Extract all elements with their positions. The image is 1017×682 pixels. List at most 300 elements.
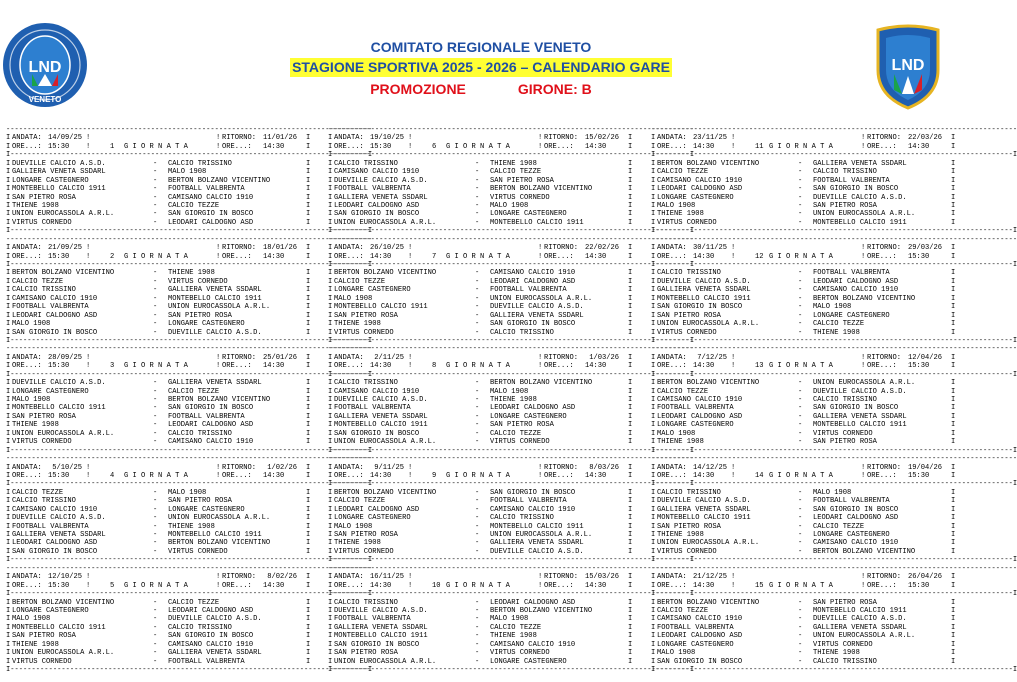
- border-char: I: [328, 640, 333, 649]
- away-team: LONGARE CASTEGNERO: [490, 657, 567, 666]
- match-row: [651, 320, 955, 328]
- giornata-number: 10: [432, 581, 441, 590]
- away-team: FOOTBALL VALBRENTA: [813, 176, 890, 185]
- andata-date: 14/09/25: [48, 134, 83, 143]
- separator: I------------------------------------------------------------------------------------I: [651, 261, 1017, 269]
- border-char: I: [328, 396, 333, 404]
- border-char: I: [6, 539, 11, 548]
- border-char: I: [951, 547, 956, 556]
- match-row: [328, 413, 632, 421]
- ritorno-date: 22/03/26: [908, 134, 943, 143]
- border-char: I: [651, 303, 656, 312]
- vs-dash: -: [475, 286, 480, 295]
- border-char: I: [951, 286, 956, 295]
- border-char: !: [408, 142, 413, 151]
- vs-dash: -: [798, 193, 803, 202]
- home-team: LONGARE CASTEGNERO: [657, 421, 734, 430]
- ritorno-date: 29/03/26: [908, 244, 943, 253]
- border-char: I: [628, 320, 633, 329]
- border-char: I: [328, 531, 333, 539]
- border-char: I: [328, 598, 333, 607]
- home-team: CAMISANO CALCIO 1910: [12, 505, 98, 514]
- border-char: I: [628, 244, 633, 253]
- away-team: UNION EUROCASSOLA A.R.L.: [813, 632, 916, 641]
- border-char: I: [628, 185, 633, 194]
- border-char: I: [951, 640, 956, 649]
- border-char: I: [328, 623, 333, 632]
- vs-dash: -: [153, 598, 158, 607]
- home-team: CALCIO TRISSINO: [12, 497, 76, 506]
- ora-ritorno: 14:30: [263, 471, 285, 480]
- giornata-label: G I O R N A T A: [446, 581, 510, 590]
- vs-dash: -: [798, 404, 803, 413]
- andata-label: ANDATA:: [334, 353, 364, 362]
- separator: I------------------------------------------------------------------------------------I: [651, 590, 1017, 599]
- border-char: I: [951, 294, 956, 303]
- home-team: CALCIO TEZZE: [334, 277, 386, 286]
- ore-label: ORE...:: [334, 471, 364, 480]
- border-char: I: [306, 387, 311, 396]
- border-char: I: [306, 277, 311, 286]
- vs-dash: -: [153, 505, 158, 514]
- away-team: BERTON BOLZANO VICENTINO: [813, 547, 916, 556]
- round-border-top: [328, 455, 695, 464]
- border-char: I: [651, 244, 656, 253]
- border-char: I: [651, 396, 656, 404]
- border-char: I: [306, 412, 311, 421]
- vs-dash: -: [798, 488, 803, 497]
- match-row: [6, 658, 310, 666]
- logo-right-text: LND: [891, 57, 925, 74]
- border-char: I: [628, 429, 633, 438]
- border-char: I: [6, 640, 11, 649]
- match-row: [651, 421, 955, 429]
- border-char: I: [6, 387, 11, 396]
- border-char: I: [328, 606, 333, 615]
- home-team: UNION EUROCASSOLA A.R.L.: [657, 539, 760, 548]
- border-char: !: [731, 471, 736, 480]
- andata-label: ANDATA:: [657, 573, 687, 582]
- border-char: I: [628, 353, 633, 362]
- border-char: I: [628, 640, 633, 649]
- match-row: [651, 539, 955, 547]
- border-char: I: [628, 598, 633, 607]
- border-char: I: [306, 547, 311, 556]
- match-row: [651, 295, 955, 303]
- vs-dash: -: [475, 606, 480, 615]
- border-char: !: [538, 471, 543, 480]
- separator: I------------------------------------------------------------------------------------I: [651, 446, 1017, 455]
- away-team: UNION EUROCASSOLA A.R.L.: [168, 303, 271, 312]
- border-char: I: [328, 269, 333, 278]
- separator: --------------------------------------------------------------------------------------: [328, 345, 695, 354]
- border-char: I: [328, 632, 333, 641]
- vs-dash: -: [153, 421, 158, 430]
- border-char: I: [628, 176, 633, 185]
- home-team: LONGARE CASTEGNERO: [657, 640, 734, 649]
- border-char: I: [306, 379, 311, 388]
- vs-dash: -: [475, 615, 480, 624]
- separator: I------------------------------------------------------------------------------------I: [651, 336, 1017, 345]
- home-team: SAN PIETRO ROSA: [12, 412, 76, 421]
- away-team: BERTON BOLZANO VICENTINO: [168, 176, 271, 185]
- border-char: I: [651, 379, 656, 388]
- border-char: I: [6, 438, 11, 447]
- match-row: [651, 523, 955, 531]
- home-team: LONGARE CASTEGNERO: [334, 286, 411, 295]
- border-char: I: [951, 404, 956, 413]
- border-char: I: [6, 134, 11, 143]
- separator: I------------------------------------------------------------------------------------I: [651, 556, 1017, 565]
- border-char: I: [628, 657, 633, 666]
- border-char: !: [861, 353, 866, 362]
- vs-dash: -: [475, 277, 480, 286]
- round-border-bottom: [6, 666, 373, 674]
- vs-dash: -: [153, 438, 158, 447]
- round-border-top: [6, 345, 373, 354]
- border-char: I: [328, 404, 333, 413]
- ritorno-label: RITORNO:: [867, 244, 902, 253]
- giornata-label: G I O R N A T A: [769, 362, 833, 371]
- vs-dash: -: [798, 522, 803, 531]
- border-char: I: [628, 387, 633, 396]
- ora-andata: 14:30: [370, 471, 392, 480]
- season-title: STAGIONE SPORTIVA 2025 - 2026 – CALENDARIO GARE: [292, 59, 670, 75]
- border-char: I: [628, 573, 633, 582]
- match-row: [6, 286, 310, 294]
- border-char: I: [951, 353, 956, 362]
- border-char: I: [328, 142, 333, 151]
- border-char: I: [651, 404, 656, 413]
- andata-label: ANDATA:: [12, 134, 42, 143]
- ora-andata: 14:30: [693, 471, 715, 480]
- away-team: LONGARE CASTEGNERO: [813, 531, 890, 539]
- match-row: [651, 607, 955, 615]
- home-team: LEODARI CALDOGNO ASD: [12, 311, 98, 320]
- home-team: THIENE 1908: [657, 531, 704, 539]
- giornata-label: G I O R N A T A: [769, 252, 833, 261]
- ora-andata: 15:30: [370, 142, 392, 151]
- round-separator: [328, 151, 695, 160]
- vs-dash: -: [475, 379, 480, 388]
- border-char: I: [6, 362, 11, 371]
- vs-dash: -: [798, 497, 803, 506]
- match-row: [6, 641, 310, 649]
- border-char: I: [628, 134, 633, 143]
- giornata-label: G I O R N A T A: [124, 252, 188, 261]
- vs-dash: -: [475, 201, 480, 210]
- away-team: FOOTBALL VALBRENTA: [490, 286, 567, 295]
- border-char: I: [328, 294, 333, 303]
- border-char: I: [651, 387, 656, 396]
- border-char: I: [306, 320, 311, 329]
- round-separator: [328, 590, 695, 599]
- separator: I------------------------------------------------------------------------------------I: [328, 336, 695, 345]
- border-char: I: [628, 632, 633, 641]
- ore-label: ORE...:: [867, 471, 897, 480]
- match-row: [651, 177, 955, 185]
- round-border-bottom: [328, 336, 695, 345]
- round-separator: [651, 370, 1017, 379]
- ore-label: ORE...:: [334, 142, 364, 151]
- border-char: I: [6, 277, 11, 286]
- round-border-bottom: [651, 227, 1017, 236]
- border-char: !: [408, 244, 413, 253]
- border-char: I: [6, 303, 11, 312]
- ore-label: ORE...:: [222, 142, 252, 151]
- ora-ritorno: 15:30: [908, 581, 930, 590]
- border-char: I: [6, 429, 11, 438]
- vs-dash: -: [475, 176, 480, 185]
- vs-dash: -: [153, 404, 158, 413]
- away-team: MALO 1908: [490, 615, 529, 624]
- vs-dash: -: [153, 320, 158, 329]
- border-char: I: [306, 353, 311, 362]
- separator: I------------------------------------------------------------------------------------I: [651, 480, 1017, 489]
- ritorno-label: RITORNO:: [544, 463, 579, 472]
- vs-dash: -: [798, 505, 803, 514]
- away-team: MONTEBELLO CALCIO 1911: [168, 294, 262, 303]
- border-char: I: [951, 531, 956, 539]
- round-dates-row: [6, 573, 310, 581]
- away-team: CALCIO TRISSINO: [168, 623, 232, 632]
- home-team: CALCIO TEZZE: [334, 497, 386, 506]
- border-char: I: [651, 514, 656, 523]
- border-char: I: [951, 463, 956, 472]
- round-border-bottom: [651, 556, 1017, 565]
- match-row: [651, 641, 955, 649]
- giornata-label: G I O R N A T A: [446, 362, 510, 371]
- home-team: UNION EUROCASSOLA A.R.L.: [334, 218, 437, 227]
- border-char: I: [628, 615, 633, 624]
- border-char: I: [951, 488, 956, 497]
- home-team: UNION EUROCASSOLA A.R.L.: [334, 438, 437, 447]
- match-row: [6, 269, 310, 277]
- border-char: I: [651, 488, 656, 497]
- away-team: FOOTBALL VALBRENTA: [168, 657, 245, 666]
- match-row: [6, 632, 310, 640]
- match-row: [328, 185, 632, 193]
- border-char: I: [328, 421, 333, 430]
- border-char: I: [328, 193, 333, 202]
- ora-andata: 14:30: [370, 362, 392, 371]
- separator: --------------------------------------------------------------------------------------: [651, 455, 1017, 464]
- vs-dash: -: [153, 522, 158, 531]
- border-char: I: [628, 294, 633, 303]
- home-team: GALLIERA VENETA SSDARL: [12, 168, 106, 177]
- border-char: I: [328, 522, 333, 531]
- border-char: I: [651, 522, 656, 531]
- match-row: [328, 497, 632, 505]
- border-char: I: [951, 505, 956, 514]
- border-char: !: [86, 362, 91, 371]
- away-team: DUEVILLE CALCIO A.S.D.: [168, 328, 262, 337]
- round-dates-row: [651, 464, 955, 472]
- border-char: !: [86, 353, 91, 362]
- match-row: [328, 658, 632, 666]
- vs-dash: -: [798, 303, 803, 312]
- ora-andata: 14:30: [693, 581, 715, 590]
- home-team: DUEVILLE CALCIO A.S.D.: [334, 396, 428, 404]
- home-team: SAN GIORGIO IN BOSCO: [334, 640, 420, 649]
- away-team: UNION EUROCASSOLA A.R.L.: [168, 514, 271, 523]
- border-char: I: [328, 412, 333, 421]
- separator: I------------------------------------------------------------------------------------I: [328, 480, 695, 489]
- separator: --------------------------------------------------------------------------------------: [6, 345, 373, 354]
- away-team: CALCIO TRISSINO: [168, 429, 232, 438]
- ritorno-date: 8/03/26: [585, 463, 620, 472]
- andata-date: 9/11/25: [370, 463, 405, 472]
- border-char: I: [6, 632, 11, 641]
- border-char: I: [651, 185, 656, 194]
- border-char: I: [6, 269, 11, 278]
- round-separator: [328, 480, 695, 489]
- border-char: !: [216, 471, 221, 480]
- home-team: SAN PIETRO ROSA: [657, 522, 721, 531]
- ore-label: ORE...:: [334, 581, 364, 590]
- home-team: SAN PIETRO ROSA: [334, 649, 398, 658]
- border-char: I: [328, 353, 333, 362]
- border-char: I: [6, 379, 11, 388]
- ritorno-date: 1/02/26: [263, 463, 298, 472]
- match-row: [328, 632, 632, 640]
- border-char: I: [6, 286, 11, 295]
- ore-label: ORE...:: [222, 581, 252, 590]
- away-team: SAN GIORGIO IN BOSCO: [813, 505, 899, 514]
- vs-dash: -: [475, 632, 480, 641]
- border-char: !: [538, 353, 543, 362]
- border-char: !: [408, 134, 413, 143]
- round-giornata-row: [651, 253, 955, 261]
- match-row: [651, 599, 955, 607]
- away-team: FOOTBALL VALBRENTA: [168, 412, 245, 421]
- match-row: [6, 396, 310, 404]
- round-giornata-row: [328, 582, 632, 590]
- border-char: I: [651, 201, 656, 210]
- border-char: I: [951, 218, 956, 227]
- ora-andata: 14:30: [693, 142, 715, 151]
- match-row: [328, 177, 632, 185]
- round-border-bottom: [651, 336, 1017, 345]
- border-char: I: [306, 252, 311, 261]
- vs-dash: -: [475, 514, 480, 523]
- match-row: [651, 489, 955, 497]
- match-row: [651, 413, 955, 421]
- border-char: I: [306, 404, 311, 413]
- ritorno-label: RITORNO:: [222, 573, 257, 582]
- border-char: I: [306, 159, 311, 168]
- home-team: SAN PIETRO ROSA: [334, 531, 398, 539]
- home-team: LEODARI CALDOGNO ASD: [12, 539, 98, 548]
- border-char: I: [951, 193, 956, 202]
- away-team: MONTEBELLO CALCIO 1911: [813, 606, 907, 615]
- round-dates-row: [328, 573, 632, 581]
- away-team: SAN PIETRO ROSA: [490, 176, 554, 185]
- vs-dash: -: [153, 311, 158, 320]
- vs-dash: -: [475, 649, 480, 658]
- vs-dash: -: [798, 168, 803, 177]
- border-char: I: [306, 244, 311, 253]
- match-row: [328, 649, 632, 657]
- away-team: UNION EUROCASSOLA A.R.L.: [813, 379, 916, 388]
- border-char: I: [306, 505, 311, 514]
- away-team: SAN GIORGIO IN BOSCO: [168, 632, 254, 641]
- round-separator: [6, 261, 373, 269]
- border-char: I: [651, 277, 656, 286]
- vs-dash: -: [798, 606, 803, 615]
- border-char: I: [6, 573, 11, 582]
- separator: --------------------------------------------------------------------------------------: [6, 235, 373, 244]
- ritorno-date: 11/01/26: [263, 134, 298, 143]
- vs-dash: -: [475, 522, 480, 531]
- andata-date: 21/09/25: [48, 244, 83, 253]
- home-team: SAN GIORGIO IN BOSCO: [12, 547, 98, 556]
- match-row: [651, 194, 955, 202]
- ore-label: ORE...:: [657, 362, 687, 371]
- home-team: LONGARE CASTEGNERO: [12, 176, 89, 185]
- border-char: I: [951, 581, 956, 590]
- round-dates-row: [6, 244, 310, 252]
- match-row: [328, 404, 632, 412]
- border-char: I: [328, 286, 333, 295]
- border-char: I: [328, 201, 333, 210]
- andata-label: ANDATA:: [12, 463, 42, 472]
- border-char: I: [6, 244, 11, 253]
- border-char: I: [328, 362, 333, 371]
- border-char: !: [731, 244, 736, 253]
- vs-dash: -: [798, 531, 803, 539]
- border-char: !: [86, 471, 91, 480]
- border-char: I: [328, 581, 333, 590]
- border-char: I: [651, 421, 656, 430]
- match-row: [6, 430, 310, 438]
- round-giornata-row: [6, 472, 310, 480]
- match-row: [651, 168, 955, 176]
- vs-dash: -: [798, 598, 803, 607]
- away-team: CAMISANO CALCIO 1910: [490, 269, 576, 278]
- vs-dash: -: [798, 320, 803, 329]
- border-char: I: [328, 657, 333, 666]
- away-team: LEODARI CALDOGNO ASD: [813, 514, 899, 523]
- round-border-bottom: [328, 666, 695, 674]
- match-row: [328, 320, 632, 328]
- border-char: !: [86, 142, 91, 151]
- round-giornata-row: [6, 582, 310, 590]
- border-char: I: [651, 531, 656, 539]
- border-char: I: [6, 201, 11, 210]
- separator: I------------------------------------------------------------------------------------I: [6, 556, 373, 565]
- border-char: I: [951, 573, 956, 582]
- ore-label: ORE...:: [867, 581, 897, 590]
- home-team: CAMISANO CALCIO 1910: [657, 176, 743, 185]
- round-border-top: [651, 345, 1017, 354]
- separator: I------------------------------------------------------------------------------------I: [651, 151, 1017, 160]
- border-char: !: [861, 362, 866, 371]
- match-row: [328, 523, 632, 531]
- ora-ritorno: 14:30: [908, 142, 930, 151]
- home-team: DUEVILLE CALCIO A.S.D.: [657, 497, 751, 506]
- separator: I------------------------------------------------------------------------------------I: [328, 666, 695, 674]
- border-char: I: [651, 142, 656, 151]
- border-char: I: [628, 252, 633, 261]
- match-row: [328, 514, 632, 522]
- border-char: I: [328, 320, 333, 329]
- round-dates-row: [651, 244, 955, 252]
- match-row: [6, 329, 310, 337]
- away-team: LEODARI CALDOGNO ASD: [813, 277, 899, 286]
- border-char: I: [6, 649, 11, 658]
- home-team: BERTON BOLZANO VICENTINO: [12, 269, 115, 278]
